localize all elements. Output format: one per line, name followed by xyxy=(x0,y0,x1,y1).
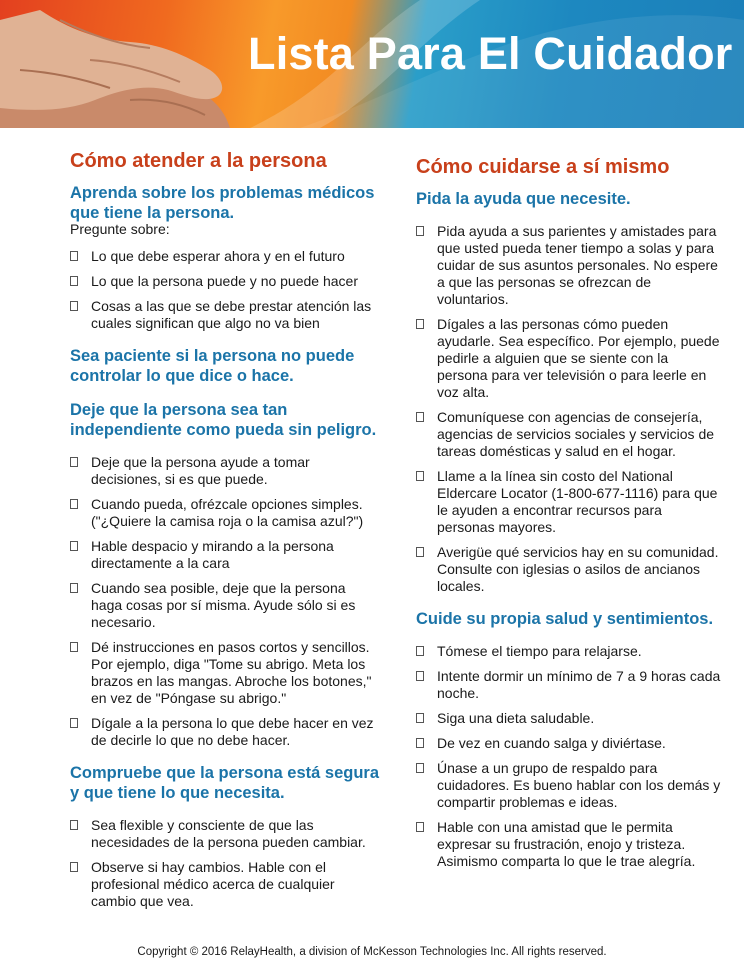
checkbox-icon xyxy=(70,642,78,652)
checkbox-icon xyxy=(416,713,424,723)
list-item xyxy=(70,859,380,910)
checkbox-icon xyxy=(416,471,424,481)
list-item-text: Cosas a las que se debe prestar atención las cuales significan que algo no va bien xyxy=(91,298,372,331)
page-title: Lista Para El Cuidador xyxy=(248,28,733,79)
checkbox-icon xyxy=(70,862,78,872)
checkbox-icon xyxy=(70,718,78,728)
list-item xyxy=(416,760,721,811)
checkbox-icon xyxy=(416,671,424,681)
section-title: Deje que la persona sea tan independiente como pueda sin peligro. xyxy=(70,401,377,439)
checkbox-icon xyxy=(416,738,424,748)
list-item xyxy=(70,273,380,290)
list-item-text: Dé instrucciones en pasos cortos y sencillos. Por ejemplo, diga "Tome su abrigo. Meta los brazos en las mangas. Abroche los botones," en vez de "Póngase su abrigo." xyxy=(91,639,372,706)
list-item-text: Hable despacio y mirando a la persona directamente a la cara xyxy=(91,538,334,571)
list-item xyxy=(416,223,721,308)
list-item xyxy=(416,643,721,660)
section-intro: Pregunte sobre: xyxy=(70,221,170,237)
bullet-list xyxy=(70,454,380,749)
copyright-footer: Copyright © 2016 RelayHealth, a division of McKesson Technologies Inc. All rights reserved. xyxy=(137,946,607,958)
list-item xyxy=(70,817,380,851)
checkbox-icon xyxy=(416,646,424,656)
list-item-text: Pida ayuda a sus parientes y amistades para que usted pueda tener tiempo a solas y para cuidar de sus asuntos personales. No espere a que las personas se ofrezcan de voluntarios. xyxy=(437,223,718,307)
list-item-text: Dígale a la persona lo que debe hacer en vez de decirle lo que no debe hacer. xyxy=(91,715,374,748)
left-column xyxy=(70,150,380,924)
checkbox-icon xyxy=(416,547,424,557)
list-item xyxy=(416,819,721,870)
list-item xyxy=(416,409,721,460)
list-item xyxy=(70,454,380,488)
list-item xyxy=(70,496,380,530)
list-item xyxy=(70,715,380,749)
list-item xyxy=(416,468,721,536)
list-item-text: Cuando sea posible, deje que la persona haga cosas por sí misma. Ayude sólo si es necesario. xyxy=(91,580,356,630)
checkbox-icon xyxy=(70,541,78,551)
list-item xyxy=(416,668,721,702)
list-item-text: Sea flexible y consciente de que las necesidades de la persona pueden cambiar. xyxy=(91,817,366,850)
list-item-text: Intente dormir un mínimo de 7 a 9 horas cada noche. xyxy=(437,668,721,701)
checkbox-icon xyxy=(70,457,78,467)
list-item-text: De vez en cuando salga y diviértase. xyxy=(437,735,666,751)
checkbox-icon xyxy=(70,276,78,286)
list-item xyxy=(416,544,721,595)
section-title: Pida la ayuda que necesite. xyxy=(416,190,631,208)
checkbox-icon xyxy=(416,226,424,236)
section-title: Sea paciente si la persona no puede controlar lo que dice o hace. xyxy=(70,347,355,385)
list-item xyxy=(70,580,380,631)
checkbox-icon xyxy=(416,763,424,773)
list-item-text: Siga una dieta saludable. xyxy=(437,710,595,726)
list-item-text: Deje que la persona ayude a tomar decisiones, si es que puede. xyxy=(91,454,310,487)
checkbox-icon xyxy=(416,412,424,422)
bullet-list xyxy=(416,223,721,595)
checkbox-icon xyxy=(70,820,78,830)
list-item-text: Lo que debe esperar ahora y en el futuro xyxy=(91,248,345,264)
list-item xyxy=(70,248,380,265)
header-banner xyxy=(0,0,744,128)
list-item-text: Cuando pueda, ofrézcale opciones simples. ("¿Quiere la camisa roja o la camisa azul?") xyxy=(91,496,364,529)
list-item xyxy=(416,735,721,752)
list-item-text: Únase a un grupo de respaldo para cuidadores. Es bueno hablar con los demás y compartir problemas e ideas. xyxy=(437,760,721,810)
checkbox-icon xyxy=(416,822,424,832)
bullet-list xyxy=(416,643,721,870)
right-column xyxy=(416,150,721,884)
list-item xyxy=(70,538,380,572)
list-item-text: Lo que la persona puede y no puede hacer xyxy=(91,273,358,289)
checkbox-icon xyxy=(70,499,78,509)
section-title: Cuide su propia salud y sentimientos. xyxy=(416,610,714,628)
list-item xyxy=(70,639,380,707)
bullet-list xyxy=(70,248,380,332)
section-title: Aprenda sobre los problemas médicos que tiene la persona. xyxy=(70,184,375,222)
right-heading: Cómo cuidarse a sí mismo xyxy=(416,156,670,178)
list-item xyxy=(70,298,380,332)
list-item-text: Observe si hay cambios. Hable con el profesional médico acerca de cualquier cambio que vea. xyxy=(91,859,335,909)
list-item-text: Tómese el tiempo para relajarse. xyxy=(437,643,642,659)
section-title: Compruebe que la persona está segura y que tiene lo que necesita. xyxy=(70,764,380,802)
checkbox-icon xyxy=(70,583,78,593)
list-item-text: Averigüe qué servicios hay en su comunidad. Consulte con iglesias o asilos de ancianos locales. xyxy=(437,544,719,594)
bullet-list xyxy=(70,817,380,910)
left-heading: Cómo atender a la persona xyxy=(70,150,327,172)
list-item-text: Llame a la línea sin costo del National Eldercare Locator (1-800-677-1116) para que le ayuden a encontrar recursos para personas mayores. xyxy=(437,468,718,535)
list-item xyxy=(416,316,721,401)
checkbox-icon xyxy=(416,319,424,329)
list-item-text: Dígales a las personas cómo pueden ayudarle. Sea específico. Por ejemplo, puede pedirle a alguien que se siente con la persona para ver televisión o para leerle en voz alta. xyxy=(437,316,720,400)
checkbox-icon xyxy=(70,301,78,311)
list-item xyxy=(416,710,721,727)
list-item-text: Comuníquese con agencias de consejería, agencias de servicios sociales y servicios de tareas domésticas y salud en el hogar. xyxy=(437,409,715,459)
checkbox-icon xyxy=(70,251,78,261)
hands-holding-icon xyxy=(0,0,250,128)
list-item-text: Hable con una amistad que le permita expresar su frustración, enojo y tristeza. Asimismo comparta lo que le trae alegría. xyxy=(437,819,696,869)
